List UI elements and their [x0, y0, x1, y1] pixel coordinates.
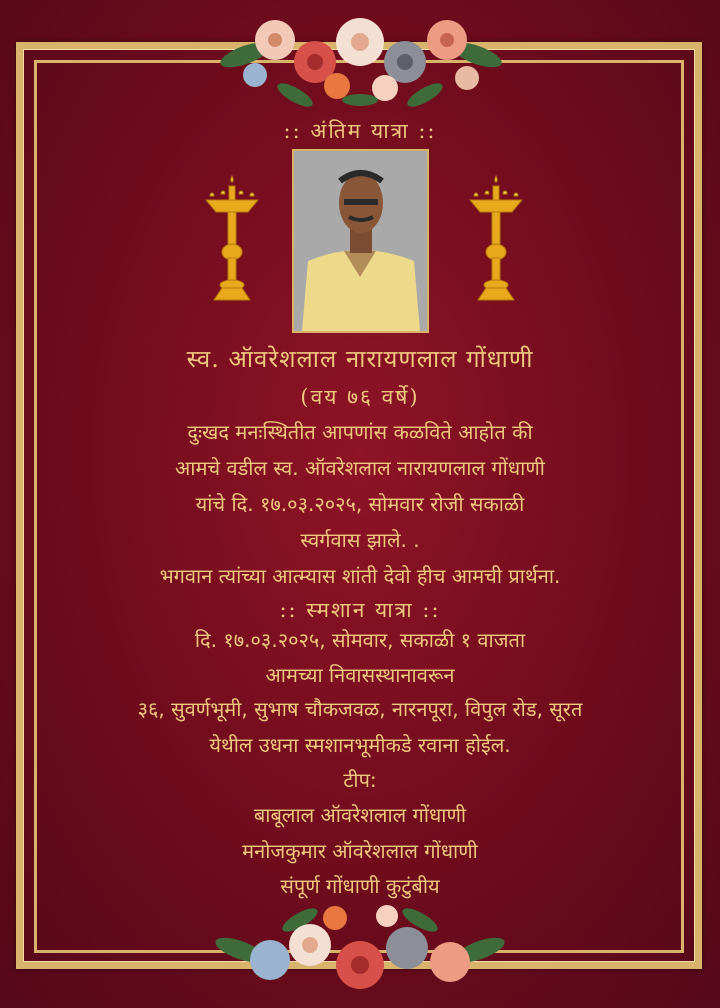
procession-line-2: आमच्या निवासस्थानावरून: [265, 663, 455, 687]
message-line-4: स्वर्गवास झाले. .: [300, 528, 420, 552]
procession-line-1: दि. १७.०३.२०२५, सोमवार, सकाळी १ वाजता: [194, 628, 526, 652]
procession-heading: :: स्मशान यात्रा ::: [279, 598, 441, 622]
deceased-name: स्व. ऑवरेशलाल नारायणलाल गोंधाणी: [186, 345, 534, 373]
funeral-heading: :: अंतिम यात्रा ::: [283, 119, 437, 143]
portrait-photo: [292, 149, 429, 333]
diya-lamp-left-icon: [202, 172, 262, 312]
procession-line-3: ३६, सुवर्णभूमी, सुभाष चौकजवळ, नारनपूरा, विपुल रोड, सूरत: [137, 697, 583, 721]
message-line-3: यांचे दि. १७.०३.२०२५, सोमवार रोजी सकाळी: [195, 492, 525, 516]
diya-lamp-right-icon: [466, 172, 526, 312]
deceased-age: (वय ७६ वर्षे): [300, 385, 420, 409]
family-line-1: बाबूलाल ऑवरेशलाल गोंधाणी: [253, 803, 467, 827]
procession-line-4: येथील उधना स्मशानभूमीकडे रवाना होईल.: [209, 733, 511, 757]
flower-garland-top: [215, 0, 505, 118]
message-line-1: दुःखद मनःस्थितीत आपणांस कळविते आहोत की: [187, 420, 533, 444]
note-label: टीप:: [343, 768, 377, 792]
flower-garland-bottom: [215, 890, 505, 1008]
family-line-3: संपूर्ण गोंधाणी कुटुंबीय: [280, 874, 440, 898]
message-line-2: आमचे वडील स्व. ऑवरेशलाल नारायणलाल गोंधाणी: [175, 456, 545, 480]
message-line-5: भगवान त्यांच्या आत्म्यास शांती देवो हीच आमची प्रार्थना.: [159, 564, 561, 588]
family-line-2: मनोजकुमार ऑवरेशलाल गोंधाणी: [242, 839, 478, 863]
